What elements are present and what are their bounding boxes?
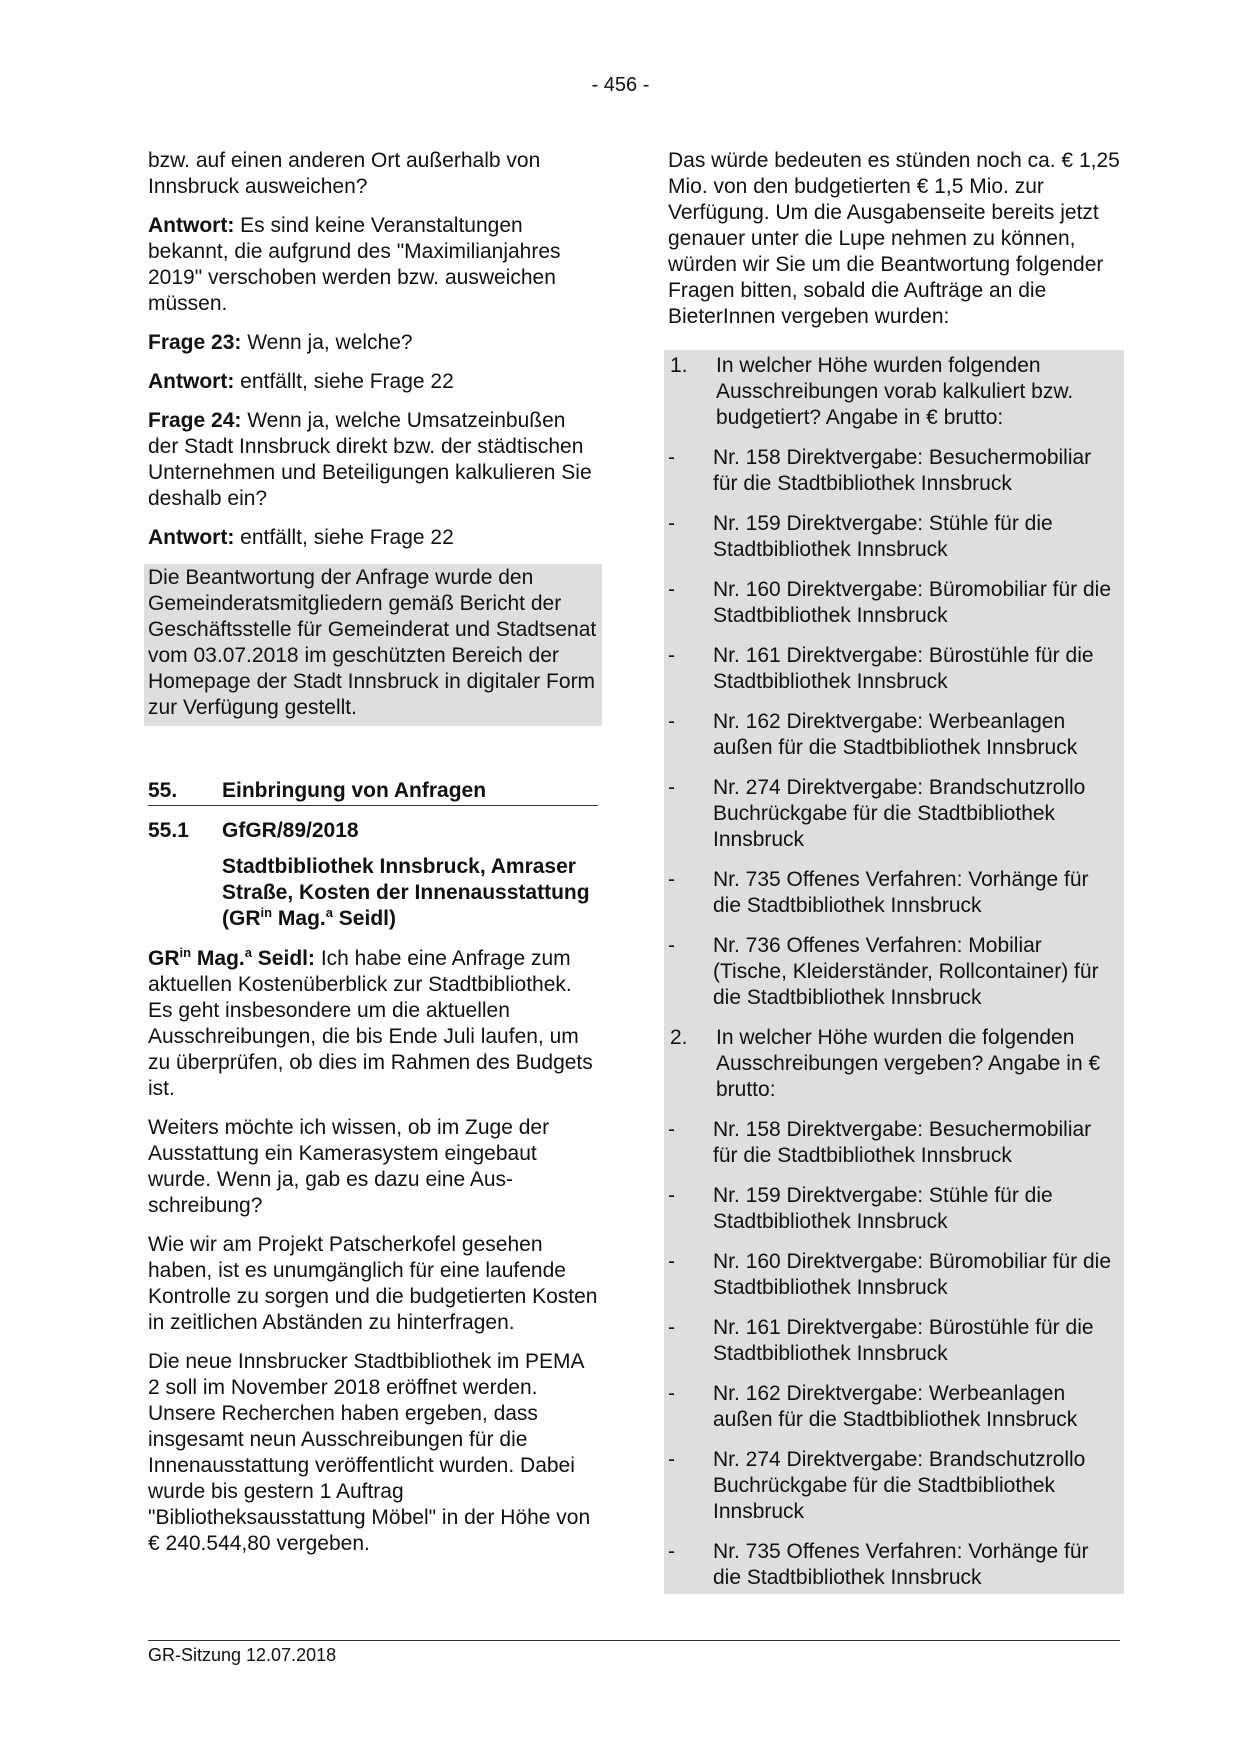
- list-item-text: In welcher Höhe wurden folgenden Ausschreibungen vorab kalkuliert bzw. budgetiert? Angabe in € brutto:: [716, 354, 1074, 429]
- question-text: Wenn ja, welche?: [241, 331, 413, 354]
- subtitle-superscript: in: [260, 905, 273, 920]
- speaker-text: Ich habe eine Anfrage zum aktuellen Kostenüberblick zur Stadtbibliothek. Es geht insbesondere um die aktuellen Ausschreibungen, die bis Ende Juli laufen, um zu überprüfen, ob dies im Rahmen des Budgets ist.: [148, 947, 593, 1100]
- list-item: [668, 933, 1120, 1011]
- list-marker: -: [668, 512, 675, 535]
- list-item-text: Nr. 162 Direktvergabe: Werbeanlagen außen für die Stadtbibliothek Innsbruck: [713, 710, 1078, 759]
- list-marker: -: [668, 868, 675, 891]
- list-item: [668, 867, 1120, 919]
- list-marker: -: [668, 934, 675, 957]
- shaded-note: Die Beantwortung der Anfrage wurde den Gemeinderatsmitgliedern gemäß Bericht der Geschäftsstelle für Gemeinderat und Stadtsenat vom 03.07.2018 im geschützten Bereich der Homepage der Stadt Innsbruck in digitaler Form zur Verfügung gestellt.: [144, 564, 602, 726]
- list-marker: -: [668, 578, 675, 601]
- question-label: Frage 23:: [148, 331, 242, 354]
- section-heading: [148, 778, 598, 806]
- speaker-label: [148, 947, 315, 970]
- question-paragraph: [148, 408, 598, 512]
- list-item-text: Nr. 159 Direktvergabe: Stühle für die Stadtbibliothek Innsbruck: [713, 512, 1053, 561]
- answer-text: entfällt, siehe Frage 22: [234, 370, 454, 393]
- subtitle-text: Stadtbibliothek Innsbruck, Amraser Straße, Kosten der Innenausstattung (GR: [222, 855, 590, 930]
- list-marker: -: [668, 1448, 675, 1471]
- left-column: [148, 148, 598, 1570]
- list-item: [668, 511, 1120, 563]
- list-item: [668, 1025, 1120, 1103]
- paragraph: Weiters möchte ich wissen, ob im Zuge der Ausstattung ein Kamerasystem eingebaut wurde. Wenn ja, gab es dazu eine Ausschreibung?: [148, 1116, 550, 1217]
- list-item-text: Nr. 160 Direktvergabe: Büromobiliar für die Stadtbibliothek Innsbruck: [713, 1250, 1112, 1299]
- list-item: [668, 709, 1120, 761]
- subtitle-superscript: a: [325, 905, 333, 920]
- list-item-text: Nr. 274 Direktvergabe: Brandschutzrollo Buchrückgabe für die Stadtbibliothek Innsbruck: [713, 776, 1086, 851]
- list-item: [668, 577, 1120, 629]
- page-footer: GR-Sitzung 12.07.2018: [148, 1640, 1120, 1666]
- answer-text: entfällt, siehe Frage 22: [234, 526, 454, 549]
- list-item: [668, 1249, 1120, 1301]
- list-item-text: Nr. 160 Direktvergabe: Büromobiliar für die Stadtbibliothek Innsbruck: [713, 578, 1112, 627]
- list-item: [668, 1539, 1120, 1591]
- answer-paragraph: [148, 525, 598, 551]
- list-item-text: Nr. 735 Offenes Verfahren: Vorhänge für die Stadtbibliothek Innsbruck: [713, 868, 1089, 917]
- list-marker: -: [668, 1250, 675, 1273]
- list-item: [668, 1117, 1120, 1169]
- answer-label: Antwort:: [148, 214, 235, 237]
- list-item-text: Nr. 158 Direktvergabe: Besuchermobiliar für die Stadtbibliothek Innsbruck: [713, 1118, 1092, 1167]
- question-label: Frage 24:: [148, 409, 242, 432]
- list-marker: -: [668, 1316, 675, 1339]
- answer-label: Antwort:: [148, 526, 235, 549]
- list-item: [668, 1183, 1120, 1235]
- list-item-text: Nr. 274 Direktvergabe: Brandschutzrollo Buchrückgabe für die Stadtbibliothek Innsbruck: [713, 1448, 1086, 1523]
- speaker-superscript: a: [244, 945, 252, 960]
- answer-label: Antwort:: [148, 370, 235, 393]
- list-item-text: Nr. 161 Direktvergabe: Bürostühle für die Stadtbibliothek Innsbruck: [713, 1316, 1094, 1365]
- list-item: [668, 775, 1120, 853]
- list-marker: -: [668, 1118, 675, 1141]
- list-marker: -: [668, 1184, 675, 1207]
- list-item: [668, 1315, 1120, 1367]
- answer-paragraph: [148, 369, 598, 395]
- subsection-number: 55.1: [148, 819, 189, 842]
- question-paragraph: [148, 330, 598, 356]
- subsection-subtitle: [148, 854, 598, 932]
- subsection-heading: [148, 818, 598, 844]
- speaker-title: GR: [148, 947, 180, 970]
- list-item-text: Nr. 158 Direktvergabe: Besuchermobiliar für die Stadtbibliothek Innsbruck: [713, 446, 1092, 495]
- question-text: Wenn ja, welche Umsatzeinbußen der Stadt Innsbruck direkt bzw. der städtischen Unternehmen und Beteiligungen kalkulieren Sie deshalb ein?: [148, 409, 592, 510]
- section-number: 55.: [148, 779, 178, 802]
- list-item: [668, 445, 1120, 497]
- list-marker: -: [668, 446, 675, 469]
- answer-text: Es sind keine Veranstaltungen bekannt, die aufgrund des "Maximilianjahres 2019" verschoben werden bzw. ausweichen müssen.: [148, 214, 561, 315]
- paragraph: Die neue Innsbrucker Stadtbibliothek im PEMA 2 soll im November 2018 eröffnet werden. Unsere Recherchen haben ergeben, dass insgesamt neun Ausschreibungen für die Innenausstattung veröffentlicht wurden. Dabei wurde bis gestern 1 Auftrag "Bibliotheksausstattung Möbel" in der Höhe von € 240.544,80 vergeben.: [148, 1350, 591, 1555]
- subsection-title: GfGR/89/2018: [222, 819, 359, 842]
- list-item-text: Nr. 161 Direktvergabe: Bürostühle für die Stadtbibliothek Innsbruck: [713, 644, 1094, 693]
- list-marker: 2.: [670, 1026, 688, 1049]
- speaker-title: Mag.: [191, 947, 245, 970]
- list-marker: -: [668, 776, 675, 799]
- page-number: - 456 -: [591, 74, 650, 96]
- paragraph: bzw. auf einen anderen Ort außerhalb von Innsbruck ausweichen?: [148, 149, 541, 198]
- list-item-text: In welcher Höhe wurden die folgenden Ausschreibungen vergeben? Angabe in € brutto:: [716, 1026, 1101, 1101]
- section-title: Einbringung von Anfragen: [222, 779, 487, 802]
- list-item-text: Nr. 736 Offenes Verfahren: Mobiliar (Tische, Kleiderständer, Rollcontainer) für die Stadtbibliothek Innsbruck: [713, 934, 1099, 1009]
- speaker-name: Seidl:: [251, 947, 315, 970]
- intro-paragraph: Das würde bedeuten es stünden noch ca. € 1,25 Mio. von den budgetierten € 1,5 Mio. zur Verfügung. Um die Ausgabenseite bereits jetzt genauer unter die Lupe nehmen zu können, würden wir Sie um die Beantwortung folgender Fragen bitten, sobald die Aufträge an die BieterInnen vergeben wurden:: [668, 149, 1120, 328]
- subtitle-text: Mag.: [272, 907, 326, 930]
- list-item: [668, 1381, 1120, 1433]
- list-marker: 1.: [670, 354, 688, 377]
- answer-paragraph: [148, 213, 598, 317]
- right-column: [668, 148, 1120, 1594]
- list-marker: -: [668, 710, 675, 733]
- list-marker: -: [668, 644, 675, 667]
- question-list: [664, 350, 1124, 1594]
- list-item: [668, 643, 1120, 695]
- list-item-text: Nr. 159 Direktvergabe: Stühle für die Stadtbibliothek Innsbruck: [713, 1184, 1053, 1233]
- list-item: [668, 353, 1120, 431]
- list-item: [668, 1447, 1120, 1525]
- paragraph: Wie wir am Projekt Patscherkofel gesehen haben, ist es unumgänglich für eine laufende Kontrolle zu sorgen und die budgetierten Kosten in zeitlichen Abständen zu hinterfragen.: [148, 1233, 598, 1334]
- speaker-paragraph: [148, 946, 598, 1102]
- list-marker: -: [668, 1382, 675, 1405]
- speaker-superscript: in: [179, 945, 192, 960]
- list-marker: -: [668, 1540, 675, 1563]
- list-item-text: Nr. 162 Direktvergabe: Werbeanlagen außen für die Stadtbibliothek Innsbruck: [713, 1382, 1078, 1431]
- subtitle-text: Seidl): [332, 907, 396, 930]
- list-item-text: Nr. 735 Offenes Verfahren: Vorhänge für die Stadtbibliothek Innsbruck: [713, 1540, 1089, 1589]
